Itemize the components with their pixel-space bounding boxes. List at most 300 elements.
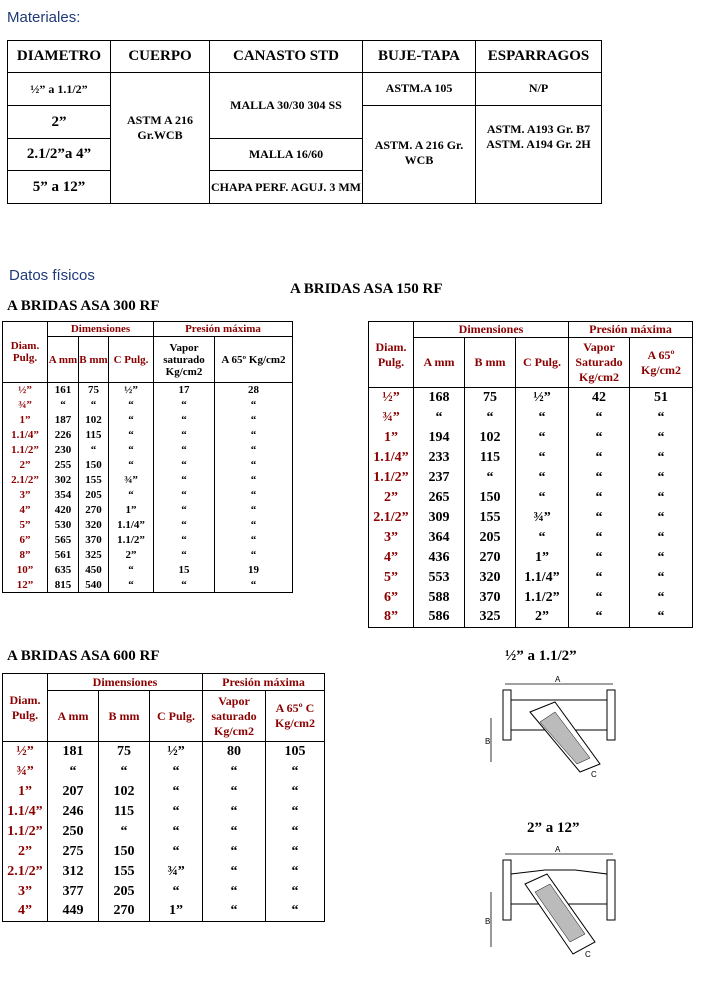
hdr-presion: Presión máxima — [203, 674, 325, 691]
value-cell: 150 — [79, 458, 109, 473]
value-cell: “ — [150, 782, 203, 802]
value-cell: “ — [154, 398, 215, 413]
value-cell: 115 — [79, 428, 109, 443]
value-cell: “ — [203, 782, 266, 802]
value-cell: “ — [154, 518, 215, 533]
table-row — [3, 398, 293, 413]
diam-cell: ¾” — [3, 762, 48, 782]
value-cell: “ — [215, 443, 293, 458]
value-cell: 325 — [79, 548, 109, 563]
value-cell: 588 — [414, 588, 465, 608]
table-row — [3, 533, 293, 548]
hdr-diam: Diam. Pulg. — [3, 322, 48, 383]
value-cell: 168 — [414, 388, 465, 408]
value-cell: “ — [154, 443, 215, 458]
col-cuerpo: CUERPO — [111, 41, 210, 73]
value-cell: “ — [266, 822, 325, 842]
table-row — [3, 842, 325, 862]
diam-cell: 3” — [3, 882, 48, 902]
table-row — [369, 408, 693, 428]
hdr-vapor: Vapor Saturado Kg/cm2 — [569, 338, 630, 388]
value-cell: 450 — [79, 563, 109, 578]
diam-cell: 1.1/4” — [369, 448, 414, 468]
diametro-2: 2” — [8, 106, 111, 139]
value-cell: 370 — [79, 533, 109, 548]
hdr-b: B mm — [79, 337, 109, 383]
diam-cell: 12” — [3, 578, 48, 593]
value-cell: “ — [150, 802, 203, 822]
table-row — [3, 563, 293, 578]
diam-cell: 2” — [3, 458, 48, 473]
value-cell: “ — [516, 468, 569, 488]
label-a: A — [555, 675, 561, 684]
value-cell: 449 — [48, 902, 99, 922]
table-row — [369, 428, 693, 448]
hdr-diam: Diam. Pulg. — [369, 322, 414, 388]
table-row — [3, 548, 293, 563]
value-cell: “ — [516, 488, 569, 508]
diam-cell: 10” — [3, 563, 48, 578]
hdr-a: A mm — [414, 338, 465, 388]
table-row — [3, 383, 293, 398]
value-cell: 233 — [414, 448, 465, 468]
value-cell: 2” — [516, 608, 569, 628]
value-cell: 565 — [48, 533, 79, 548]
asa600-table — [2, 673, 325, 922]
value-cell: “ — [516, 528, 569, 548]
value-cell: 320 — [465, 568, 516, 588]
value-cell: “ — [569, 488, 630, 508]
table-row — [3, 822, 325, 842]
drawing-small-title: ½” a 1.1/2” — [505, 648, 577, 664]
buje-2: ASTM. A 216 Gr. WCB — [363, 106, 476, 204]
value-cell: 270 — [79, 503, 109, 518]
value-cell: “ — [109, 578, 154, 593]
table-row — [369, 568, 693, 588]
value-cell: 364 — [414, 528, 465, 548]
table-row — [3, 578, 293, 593]
value-cell: “ — [109, 458, 154, 473]
label-c: C — [591, 770, 597, 779]
hdr-vapor: Vapor saturado Kg/cm2 — [154, 337, 215, 383]
value-cell: 246 — [48, 802, 99, 822]
diam-cell: 4” — [3, 503, 48, 518]
asa150-body — [369, 388, 693, 628]
hdr-dimensiones: Dimensiones — [48, 674, 203, 691]
value-cell: “ — [154, 533, 215, 548]
diam-cell: ½” — [3, 383, 48, 398]
value-cell: “ — [569, 508, 630, 528]
cuerpo-cell: ASTM A 216 Gr.WCB — [111, 73, 210, 204]
value-cell: ½” — [150, 742, 203, 762]
value-cell: “ — [516, 428, 569, 448]
value-cell: “ — [630, 488, 693, 508]
hdr-a65: A 65º Kg/cm2 — [630, 338, 693, 388]
esp-1: N/P — [476, 73, 602, 106]
value-cell: 150 — [99, 842, 150, 862]
diam-cell: 8” — [3, 548, 48, 563]
value-cell: 370 — [465, 588, 516, 608]
hdr-presion: Presión máxima — [569, 322, 693, 338]
value-cell: “ — [266, 802, 325, 822]
diam-cell: 8” — [369, 608, 414, 628]
value-cell: “ — [215, 488, 293, 503]
value-cell: “ — [266, 882, 325, 902]
value-cell: 312 — [48, 862, 99, 882]
value-cell: 237 — [414, 468, 465, 488]
value-cell: 635 — [48, 563, 79, 578]
value-cell: 75 — [99, 742, 150, 762]
value-cell: 561 — [48, 548, 79, 563]
value-cell: 194 — [414, 428, 465, 448]
value-cell: 530 — [48, 518, 79, 533]
table-row — [369, 528, 693, 548]
value-cell: “ — [150, 842, 203, 862]
value-cell: 115 — [99, 802, 150, 822]
value-cell: 1.1/4” — [109, 518, 154, 533]
value-cell: “ — [630, 468, 693, 488]
table-row — [3, 902, 325, 922]
value-cell: “ — [215, 428, 293, 443]
table-row — [3, 458, 293, 473]
value-cell: “ — [630, 448, 693, 468]
value-cell: “ — [109, 428, 154, 443]
value-cell: 436 — [414, 548, 465, 568]
value-cell: 309 — [414, 508, 465, 528]
value-cell: “ — [215, 473, 293, 488]
value-cell: “ — [266, 762, 325, 782]
value-cell: 105 — [266, 742, 325, 762]
table-row — [3, 428, 293, 443]
table-row — [369, 608, 693, 628]
value-cell: 325 — [465, 608, 516, 628]
value-cell: 230 — [48, 443, 79, 458]
table-row — [369, 508, 693, 528]
materiales-table — [7, 40, 602, 204]
hdr-a: A mm — [48, 337, 79, 383]
value-cell: 102 — [79, 413, 109, 428]
asa300-table — [2, 321, 293, 593]
hdr-dimensiones: Dimensiones — [414, 322, 569, 338]
value-cell: “ — [516, 408, 569, 428]
value-cell: 155 — [465, 508, 516, 528]
diam-cell: 2.1/2” — [3, 862, 48, 882]
value-cell: “ — [154, 488, 215, 503]
hdr-a65: A 65º Kg/cm2 — [215, 337, 293, 383]
table-row — [3, 762, 325, 782]
diam-cell: 2” — [369, 488, 414, 508]
value-cell: “ — [630, 548, 693, 568]
value-cell: 250 — [48, 822, 99, 842]
value-cell: “ — [215, 533, 293, 548]
value-cell: “ — [516, 448, 569, 468]
value-cell: “ — [109, 443, 154, 458]
label-c: C — [585, 950, 591, 959]
value-cell: “ — [630, 528, 693, 548]
diam-cell: 4” — [369, 548, 414, 568]
value-cell: 150 — [465, 488, 516, 508]
value-cell: 155 — [79, 473, 109, 488]
table-row — [3, 862, 325, 882]
value-cell: “ — [154, 428, 215, 443]
diam-cell: 1” — [369, 428, 414, 448]
diam-cell: 1.1/2” — [3, 443, 48, 458]
value-cell: ¾” — [150, 862, 203, 882]
label-b: B — [485, 917, 491, 926]
diam-cell: 6” — [3, 533, 48, 548]
value-cell: 75 — [79, 383, 109, 398]
value-cell: ½” — [109, 383, 154, 398]
table-row — [3, 488, 293, 503]
diametro-4: 5” a 12” — [8, 171, 111, 204]
asa150-title: A BRIDAS ASA 150 RF — [290, 281, 443, 297]
table-row — [3, 473, 293, 488]
col-canasto: CANASTO STD — [210, 41, 363, 73]
value-cell: “ — [465, 408, 516, 428]
value-cell: 155 — [99, 862, 150, 882]
value-cell: 102 — [99, 782, 150, 802]
value-cell: “ — [569, 408, 630, 428]
value-cell: “ — [48, 398, 79, 413]
value-cell: 80 — [203, 742, 266, 762]
value-cell: 207 — [48, 782, 99, 802]
value-cell: “ — [154, 458, 215, 473]
value-cell: “ — [569, 528, 630, 548]
asa300-body — [3, 383, 293, 593]
value-cell: “ — [109, 563, 154, 578]
asa600-title: A BRIDAS ASA 600 RF — [7, 648, 160, 664]
value-cell: “ — [109, 488, 154, 503]
value-cell: 354 — [48, 488, 79, 503]
value-cell: 19 — [215, 563, 293, 578]
value-cell: ¾” — [109, 473, 154, 488]
value-cell: “ — [630, 568, 693, 588]
value-cell: “ — [203, 882, 266, 902]
drawing-large-title: 2” a 12” — [527, 820, 580, 836]
value-cell: 205 — [99, 882, 150, 902]
value-cell: “ — [266, 862, 325, 882]
table-row — [369, 388, 693, 408]
table-row — [369, 488, 693, 508]
hdr-a: A mm — [48, 691, 99, 742]
table-row — [3, 742, 325, 762]
value-cell: “ — [569, 568, 630, 588]
diametro-1: ½” a 1.1/2” — [8, 73, 111, 106]
value-cell: “ — [630, 508, 693, 528]
value-cell: “ — [109, 398, 154, 413]
col-diametro: DIAMETRO — [8, 41, 111, 73]
table-row — [3, 782, 325, 802]
hdr-diam: Diam. Pulg. — [3, 674, 48, 742]
strainer-large-drawing — [485, 842, 635, 962]
value-cell: “ — [630, 408, 693, 428]
value-cell: “ — [215, 578, 293, 593]
value-cell: “ — [215, 548, 293, 563]
value-cell: 1.1/2” — [516, 588, 569, 608]
value-cell: “ — [203, 802, 266, 822]
value-cell: 205 — [79, 488, 109, 503]
hdr-c: C Pulg. — [109, 337, 154, 383]
diam-cell: 5” — [369, 568, 414, 588]
value-cell: “ — [154, 413, 215, 428]
value-cell: “ — [79, 398, 109, 413]
value-cell: 51 — [630, 388, 693, 408]
value-cell: 586 — [414, 608, 465, 628]
value-cell: “ — [266, 902, 325, 922]
label-b: B — [485, 737, 491, 746]
value-cell: 815 — [48, 578, 79, 593]
value-cell: “ — [215, 458, 293, 473]
value-cell: “ — [569, 428, 630, 448]
hdr-dimensiones: Dimensiones — [48, 322, 154, 337]
value-cell: “ — [203, 842, 266, 862]
table-row — [3, 518, 293, 533]
value-cell: “ — [79, 443, 109, 458]
value-cell: 270 — [465, 548, 516, 568]
value-cell: “ — [109, 413, 154, 428]
hdr-c: C Pulg. — [150, 691, 203, 742]
table-row — [369, 548, 693, 568]
value-cell: 302 — [48, 473, 79, 488]
value-cell: ½” — [516, 388, 569, 408]
value-cell: “ — [414, 408, 465, 428]
hdr-b: B mm — [99, 691, 150, 742]
hdr-b: B mm — [465, 338, 516, 388]
diam-cell: 1.1/4” — [3, 802, 48, 822]
col-esparragos: ESPARRAGOS — [476, 41, 602, 73]
value-cell: 1” — [109, 503, 154, 518]
value-cell: 102 — [465, 428, 516, 448]
table-row — [369, 448, 693, 468]
value-cell: “ — [154, 578, 215, 593]
diam-cell: 1.1/2” — [3, 822, 48, 842]
value-cell: 28 — [215, 383, 293, 398]
canasto-1: MALLA 30/30 304 SS — [210, 73, 363, 139]
strainer-small-drawing — [485, 672, 635, 782]
value-cell: 115 — [465, 448, 516, 468]
value-cell: “ — [569, 548, 630, 568]
value-cell: “ — [215, 413, 293, 428]
diam-cell: 1” — [3, 782, 48, 802]
value-cell: “ — [203, 822, 266, 842]
table-row — [3, 503, 293, 518]
value-cell: 1” — [150, 902, 203, 922]
asa150-table — [368, 321, 693, 628]
diam-cell: 1.1/4” — [3, 428, 48, 443]
hdr-a65: A 65º C Kg/cm2 — [266, 691, 325, 742]
value-cell: “ — [569, 468, 630, 488]
value-cell: 15 — [154, 563, 215, 578]
value-cell: “ — [150, 882, 203, 902]
diametro-3: 2.1/2”a 4” — [8, 139, 111, 171]
value-cell: 265 — [414, 488, 465, 508]
value-cell: “ — [48, 762, 99, 782]
table-row — [3, 413, 293, 428]
value-cell: “ — [569, 588, 630, 608]
diam-cell: ¾” — [369, 408, 414, 428]
value-cell: 75 — [465, 388, 516, 408]
diam-cell: 6” — [369, 588, 414, 608]
asa300-title: A BRIDAS ASA 300 RF — [7, 298, 160, 314]
diam-cell: ½” — [3, 742, 48, 762]
value-cell: ¾” — [516, 508, 569, 528]
value-cell: “ — [215, 398, 293, 413]
value-cell: “ — [569, 608, 630, 628]
materiales-heading: Materiales: — [7, 9, 81, 26]
value-cell: 1.1/2” — [109, 533, 154, 548]
value-cell: “ — [215, 518, 293, 533]
value-cell: 226 — [48, 428, 79, 443]
diam-cell: ½” — [369, 388, 414, 408]
value-cell: 2” — [109, 548, 154, 563]
value-cell: 17 — [154, 383, 215, 398]
table-row — [369, 588, 693, 608]
value-cell: 1” — [516, 548, 569, 568]
value-cell: “ — [154, 503, 215, 518]
diam-cell: 3” — [369, 528, 414, 548]
canasto-2: MALLA 16/60 — [210, 139, 363, 171]
value-cell: “ — [99, 762, 150, 782]
value-cell: 42 — [569, 388, 630, 408]
table-row — [3, 443, 293, 458]
value-cell: 320 — [79, 518, 109, 533]
value-cell: “ — [203, 762, 266, 782]
value-cell: “ — [630, 428, 693, 448]
hdr-presion: Presión máxima — [154, 322, 293, 337]
value-cell: “ — [154, 548, 215, 563]
value-cell: “ — [150, 762, 203, 782]
diam-cell: 1.1/2” — [369, 468, 414, 488]
diam-cell: ¾” — [3, 398, 48, 413]
value-cell: “ — [99, 822, 150, 842]
value-cell: “ — [215, 503, 293, 518]
value-cell: 553 — [414, 568, 465, 588]
value-cell: “ — [465, 468, 516, 488]
value-cell: 255 — [48, 458, 79, 473]
value-cell: 161 — [48, 383, 79, 398]
value-cell: 540 — [79, 578, 109, 593]
value-cell: 275 — [48, 842, 99, 862]
diam-cell: 2” — [3, 842, 48, 862]
table-row — [3, 882, 325, 902]
value-cell: “ — [203, 862, 266, 882]
col-buje: BUJE-TAPA — [363, 41, 476, 73]
esp-2: ASTM. A193 Gr. B7 ASTM. A194 Gr. 2H — [476, 106, 602, 204]
value-cell: “ — [154, 473, 215, 488]
diam-cell: 4” — [3, 902, 48, 922]
value-cell: 270 — [99, 902, 150, 922]
diam-cell: 1” — [3, 413, 48, 428]
value-cell: 205 — [465, 528, 516, 548]
value-cell: “ — [266, 842, 325, 862]
buje-1: ASTM.A 105 — [363, 73, 476, 106]
value-cell: “ — [630, 608, 693, 628]
value-cell: “ — [266, 782, 325, 802]
datos-heading: Datos físicos — [9, 267, 95, 284]
value-cell: 420 — [48, 503, 79, 518]
value-cell: 1.1/4” — [516, 568, 569, 588]
hdr-c: C Pulg. — [516, 338, 569, 388]
table-row — [369, 468, 693, 488]
value-cell: 187 — [48, 413, 79, 428]
diam-cell: 5” — [3, 518, 48, 533]
hdr-vapor: Vapor saturado Kg/cm2 — [203, 691, 266, 742]
value-cell: “ — [203, 902, 266, 922]
value-cell: “ — [569, 448, 630, 468]
value-cell: 181 — [48, 742, 99, 762]
diam-cell: 2.1/2” — [3, 473, 48, 488]
value-cell: “ — [630, 588, 693, 608]
